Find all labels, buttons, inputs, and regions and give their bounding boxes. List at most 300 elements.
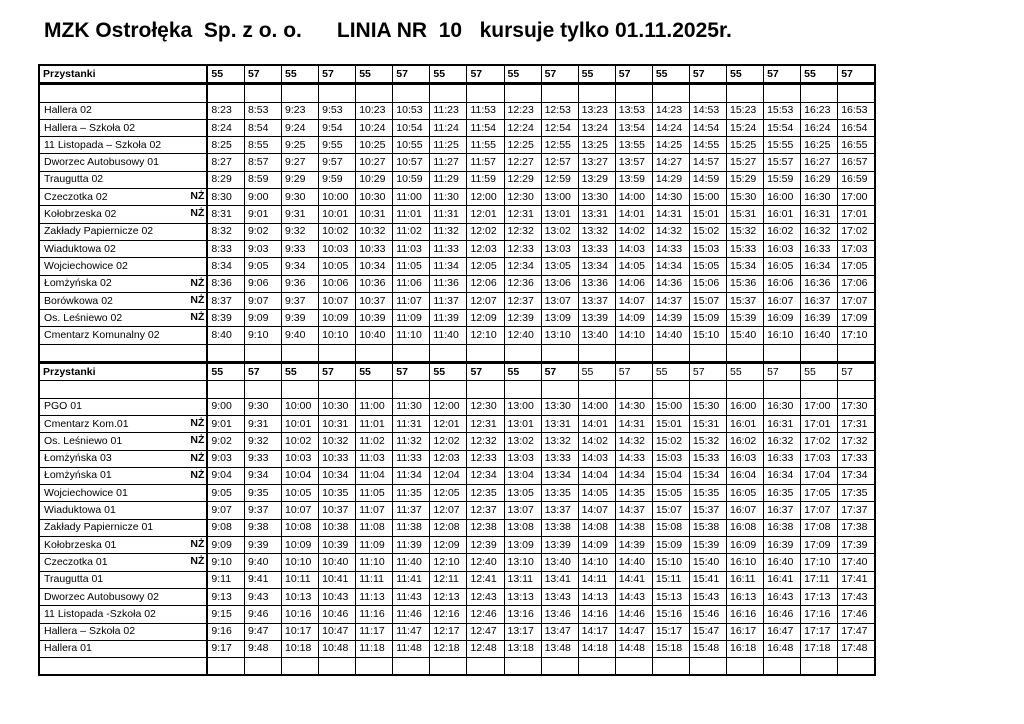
departure-time: 16:25 xyxy=(801,137,838,154)
stop-name: Cmentarz Kom.01 xyxy=(44,417,129,430)
departure-time: 13:01 xyxy=(541,206,578,223)
page-title: MZK Ostrołęka Sp. z o. o. LINIA NR 10 kursuje tylko 01.11.2025r. xyxy=(44,19,732,42)
departure-time: 10:13 xyxy=(282,588,319,605)
departure-time: 17:09 xyxy=(801,537,838,554)
departure-time: 12:07 xyxy=(430,502,467,519)
line-code-header: 57 xyxy=(393,65,430,84)
line-code-header: 55 xyxy=(801,65,838,84)
departure-time: 15:34 xyxy=(689,467,726,484)
blank-cell xyxy=(615,84,652,102)
departure-time: 10:01 xyxy=(319,206,356,223)
departure-time: 12:31 xyxy=(467,415,504,432)
departure-time: 16:55 xyxy=(838,137,875,154)
departure-time: 16:33 xyxy=(764,450,801,467)
stop-name: 11 Listopada – Szkoła 02 xyxy=(44,138,162,151)
departure-time: 14:07 xyxy=(615,292,652,309)
departure-time: 8:37 xyxy=(207,292,244,309)
departure-time: 10:02 xyxy=(319,223,356,240)
departure-time: 17:03 xyxy=(801,450,838,467)
table-row xyxy=(39,537,875,554)
departure-time: 11:06 xyxy=(393,275,430,292)
departure-time: 17:08 xyxy=(801,519,838,536)
departure-time: 11:30 xyxy=(393,398,430,415)
departure-time: 13:41 xyxy=(541,571,578,588)
departure-time: 9:33 xyxy=(282,240,319,257)
departure-time: 13:53 xyxy=(615,102,652,119)
departure-time: 9:02 xyxy=(244,223,281,240)
departure-time: 10:31 xyxy=(356,206,393,223)
departure-time: 9:59 xyxy=(319,171,356,188)
departure-time: 16:48 xyxy=(764,640,801,657)
departure-time: 10:01 xyxy=(282,415,319,432)
stop-name: Hallera 01 xyxy=(44,642,92,655)
departure-time: 12:02 xyxy=(430,433,467,450)
departure-time: 16:40 xyxy=(801,327,838,344)
departure-time: 16:18 xyxy=(726,640,763,657)
blank-cell xyxy=(430,84,467,102)
departure-time: 15:59 xyxy=(764,171,801,188)
departure-time: 16:27 xyxy=(801,154,838,171)
departure-time: 11:46 xyxy=(393,606,430,623)
departure-time: 10:34 xyxy=(319,467,356,484)
departure-time: 9:07 xyxy=(244,292,281,309)
departure-time: 9:33 xyxy=(244,450,281,467)
departure-time: 9:03 xyxy=(207,450,244,467)
departure-time: 10:25 xyxy=(356,137,393,154)
departure-time: 17:05 xyxy=(838,258,875,275)
line-code-header: 55 xyxy=(356,363,393,381)
departure-time: 12:03 xyxy=(467,240,504,257)
blank-cell xyxy=(652,84,689,102)
stop-name: Os. Leśniewo 01 xyxy=(44,434,123,447)
blank-row xyxy=(39,381,875,398)
departure-time: 12:06 xyxy=(467,275,504,292)
departure-time: 11:09 xyxy=(393,310,430,327)
departure-time: 11:07 xyxy=(356,502,393,519)
blank-cell xyxy=(504,658,541,676)
departure-time: 10:23 xyxy=(356,102,393,119)
stop-name-cell xyxy=(39,502,207,519)
blank-cell xyxy=(282,658,319,676)
departure-time: 13:46 xyxy=(541,606,578,623)
departure-time: 17:46 xyxy=(838,606,875,623)
departure-time: 13:38 xyxy=(541,519,578,536)
departure-time: 11:38 xyxy=(393,519,430,536)
departure-time: 9:27 xyxy=(282,154,319,171)
blank-cell xyxy=(764,658,801,676)
departure-time: 14:36 xyxy=(652,275,689,292)
departure-time: 10:38 xyxy=(319,519,356,536)
departure-time: 12:36 xyxy=(504,275,541,292)
departure-time: 12:10 xyxy=(467,327,504,344)
departure-time: 15:00 xyxy=(689,189,726,206)
departure-time: 16:02 xyxy=(764,223,801,240)
departure-time: 10:46 xyxy=(319,606,356,623)
departure-time: 10:10 xyxy=(282,554,319,571)
departure-time: 13:47 xyxy=(541,623,578,640)
departure-time: 14:37 xyxy=(615,502,652,519)
departure-time: 13:33 xyxy=(541,450,578,467)
departure-time: 13:40 xyxy=(578,327,615,344)
line-code-header: 57 xyxy=(615,363,652,381)
table-row xyxy=(39,485,875,502)
departure-time: 15:25 xyxy=(726,137,763,154)
blank-cell xyxy=(319,658,356,676)
stop-name-cell xyxy=(39,398,207,415)
departure-time: 12:37 xyxy=(467,502,504,519)
departure-time: 15:02 xyxy=(652,433,689,450)
departure-time: 16:17 xyxy=(726,623,763,640)
line-code-header: 55 xyxy=(430,363,467,381)
departure-time: 16:47 xyxy=(764,623,801,640)
departure-time: 16:05 xyxy=(764,258,801,275)
stop-name-cell xyxy=(39,119,207,136)
departure-time: 10:32 xyxy=(319,433,356,450)
departure-time: 14:09 xyxy=(615,310,652,327)
blank-cell xyxy=(838,84,875,102)
departure-time: 14:39 xyxy=(615,537,652,554)
departure-time: 10:48 xyxy=(319,640,356,657)
departure-time: 12:30 xyxy=(504,189,541,206)
departure-time: 10:03 xyxy=(282,450,319,467)
table-row xyxy=(39,450,875,467)
line-code-header: 55 xyxy=(282,363,319,381)
departure-time: 14:10 xyxy=(578,554,615,571)
stop-name: Czeczotka 02 xyxy=(44,190,108,203)
departure-time: 12:24 xyxy=(504,119,541,136)
departure-time: 15:35 xyxy=(689,485,726,502)
departure-time: 10:40 xyxy=(356,327,393,344)
blank-cell xyxy=(838,381,875,398)
departure-time: 11:05 xyxy=(356,485,393,502)
departure-time: 8:39 xyxy=(207,310,244,327)
blank-cell xyxy=(615,344,652,362)
departure-time: 16:04 xyxy=(726,467,763,484)
departure-time: 17:18 xyxy=(801,640,838,657)
blank-cell xyxy=(244,381,281,398)
departure-time: 12:40 xyxy=(467,554,504,571)
departure-time: 11:34 xyxy=(430,258,467,275)
line-code-header: 57 xyxy=(838,65,875,84)
departure-time: 17:30 xyxy=(838,398,875,415)
line-code-header: 55 xyxy=(504,363,541,381)
departure-time: 12:43 xyxy=(467,588,504,605)
departure-time: 14:43 xyxy=(615,588,652,605)
departure-time: 15:23 xyxy=(726,102,763,119)
departure-time: 14:35 xyxy=(615,485,652,502)
departure-time: 15:17 xyxy=(652,623,689,640)
line-code-header: 55 xyxy=(207,363,244,381)
departure-time: 8:54 xyxy=(244,119,281,136)
table-row xyxy=(39,433,875,450)
departure-time: 12:03 xyxy=(430,450,467,467)
departure-time: 10:33 xyxy=(356,240,393,257)
departure-time: 12:02 xyxy=(467,223,504,240)
departure-time: 14:25 xyxy=(652,137,689,154)
departure-time: 15:47 xyxy=(689,623,726,640)
blank-cell xyxy=(319,344,356,362)
departure-time: 11:00 xyxy=(393,189,430,206)
blank-row xyxy=(39,344,875,362)
departure-time: 15:30 xyxy=(689,398,726,415)
table-row xyxy=(39,640,875,657)
departure-time: 12:33 xyxy=(504,240,541,257)
departure-time: 9:35 xyxy=(244,485,281,502)
departure-time: 12:04 xyxy=(430,467,467,484)
departure-time: 10:35 xyxy=(319,485,356,502)
departure-time: 12:16 xyxy=(430,606,467,623)
departure-time: 14:13 xyxy=(578,588,615,605)
blank-cell xyxy=(504,344,541,362)
departure-time: 12:17 xyxy=(430,623,467,640)
stop-name: Zakłady Papiernicze 01 xyxy=(44,521,154,534)
departure-time: 16:37 xyxy=(764,502,801,519)
departure-time: 9:17 xyxy=(207,640,244,657)
line-code-header: 57 xyxy=(319,65,356,84)
departure-time: 12:34 xyxy=(504,258,541,275)
departure-time: 9:05 xyxy=(244,258,281,275)
departure-time: 9:25 xyxy=(282,137,319,154)
departure-time: 9:01 xyxy=(207,415,244,432)
blank-row xyxy=(39,658,875,676)
departure-time: 10:39 xyxy=(356,310,393,327)
departure-time: 17:38 xyxy=(838,519,875,536)
departure-time: 11:02 xyxy=(356,433,393,450)
departure-time: 10:36 xyxy=(356,275,393,292)
departure-time: 12:35 xyxy=(467,485,504,502)
departure-time: 14:01 xyxy=(578,415,615,432)
table-row xyxy=(39,519,875,536)
departure-time: 11:43 xyxy=(393,588,430,605)
departure-time: 10:37 xyxy=(356,292,393,309)
header-row xyxy=(39,65,875,84)
departure-time: 9:00 xyxy=(207,398,244,415)
stop-name: Wojciechowice 02 xyxy=(44,259,128,272)
departure-time: 12:34 xyxy=(467,467,504,484)
line-code-header: 55 xyxy=(504,65,541,84)
departure-time: 16:13 xyxy=(726,588,763,605)
stop-name-cell xyxy=(39,554,207,571)
departure-time: 13:10 xyxy=(541,327,578,344)
departure-time: 16:32 xyxy=(801,223,838,240)
departure-time: 12:31 xyxy=(504,206,541,223)
departure-time: 13:29 xyxy=(578,171,615,188)
departure-time: 15:16 xyxy=(652,606,689,623)
departure-time: 10:40 xyxy=(319,554,356,571)
departure-time: 16:46 xyxy=(764,606,801,623)
line-code-header: 57 xyxy=(689,65,726,84)
departure-time: 13:34 xyxy=(578,258,615,275)
departure-time: 13:24 xyxy=(578,119,615,136)
blank-cell xyxy=(393,344,430,362)
line-code-header: 55 xyxy=(282,65,319,84)
departure-time: 17:16 xyxy=(801,606,838,623)
departure-time: 16:54 xyxy=(838,119,875,136)
departure-time: 10:43 xyxy=(319,588,356,605)
departure-time: 15:48 xyxy=(689,640,726,657)
stop-name-cell xyxy=(39,433,207,450)
table-row xyxy=(39,571,875,588)
departure-time: 17:17 xyxy=(801,623,838,640)
departure-time: 9:55 xyxy=(319,137,356,154)
departure-time: 14:11 xyxy=(578,571,615,588)
blank-cell xyxy=(801,84,838,102)
departure-time: 9:47 xyxy=(244,623,281,640)
departure-time: 12:01 xyxy=(467,206,504,223)
blank-cell xyxy=(838,658,875,676)
departure-time: 16:03 xyxy=(726,450,763,467)
table-row xyxy=(39,554,875,571)
departure-time: 13:35 xyxy=(541,485,578,502)
table-row xyxy=(39,275,875,292)
on-request-marker: NŻ xyxy=(190,207,205,220)
departure-time: 9:03 xyxy=(244,240,281,257)
departure-time: 11:34 xyxy=(393,467,430,484)
table-row xyxy=(39,102,875,119)
departure-time: 12:32 xyxy=(504,223,541,240)
departure-time: 11:39 xyxy=(430,310,467,327)
departure-time: 12:41 xyxy=(467,571,504,588)
departure-time: 11:23 xyxy=(430,102,467,119)
departure-time: 17:07 xyxy=(838,292,875,309)
departure-time: 11:40 xyxy=(393,554,430,571)
departure-time: 14:40 xyxy=(652,327,689,344)
departure-time: 17:31 xyxy=(838,415,875,432)
stop-name-cell xyxy=(39,102,207,119)
departure-time: 10:54 xyxy=(393,119,430,136)
stop-name-cell xyxy=(39,292,207,309)
departure-time: 17:04 xyxy=(801,467,838,484)
departure-time: 11:25 xyxy=(430,137,467,154)
departure-time: 13:48 xyxy=(541,640,578,657)
table-row xyxy=(39,502,875,519)
departure-time: 13:09 xyxy=(504,537,541,554)
departure-time: 10:32 xyxy=(356,223,393,240)
departure-time: 14:57 xyxy=(689,154,726,171)
departure-time: 15:07 xyxy=(652,502,689,519)
departure-time: 16:05 xyxy=(726,485,763,502)
stop-name-cell xyxy=(39,206,207,223)
departure-time: 11:30 xyxy=(430,189,467,206)
blank-cell xyxy=(393,84,430,102)
departure-time: 13:03 xyxy=(541,240,578,257)
stop-name: Os. Leśniewo 02 xyxy=(44,311,123,324)
blank-cell xyxy=(244,344,281,362)
blank-cell xyxy=(726,344,763,362)
stop-name: Cmentarz Komunalny 02 xyxy=(44,329,160,342)
departure-time: 14:33 xyxy=(652,240,689,257)
departure-time: 16:59 xyxy=(838,171,875,188)
departure-time: 13:06 xyxy=(541,275,578,292)
blank-cell xyxy=(689,84,726,102)
departure-time: 13:05 xyxy=(504,485,541,502)
departure-time: 9:11 xyxy=(207,571,244,588)
stop-name-cell xyxy=(39,258,207,275)
line-code-header: 55 xyxy=(726,363,763,381)
departure-time: 15:31 xyxy=(689,415,726,432)
blank-cell xyxy=(578,344,615,362)
departure-time: 12:33 xyxy=(467,450,504,467)
departure-time: 15:57 xyxy=(764,154,801,171)
line-code-header: 55 xyxy=(430,65,467,84)
stop-name: Dworzec Autobusowy 01 xyxy=(44,156,159,169)
departure-time: 16:30 xyxy=(801,189,838,206)
line-code-header: 57 xyxy=(689,363,726,381)
departure-time: 11:27 xyxy=(430,154,467,171)
departure-time: 14:02 xyxy=(578,433,615,450)
departure-time: 9:40 xyxy=(244,554,281,571)
departure-time: 12:25 xyxy=(504,137,541,154)
departure-time: 16:01 xyxy=(764,206,801,223)
table-row xyxy=(39,137,875,154)
departure-time: 15:24 xyxy=(726,119,763,136)
stop-name: Wiaduktowa 02 xyxy=(44,242,116,255)
departure-time: 15:10 xyxy=(652,554,689,571)
departure-time: 14:01 xyxy=(615,206,652,223)
stop-name-cell xyxy=(39,275,207,292)
departure-time: 9:09 xyxy=(244,310,281,327)
departure-time: 8:32 xyxy=(207,223,244,240)
departure-time: 11:00 xyxy=(356,398,393,415)
departure-time: 15:09 xyxy=(689,310,726,327)
departure-time: 8:27 xyxy=(207,154,244,171)
departure-time: 12:01 xyxy=(430,415,467,432)
departure-time: 9:16 xyxy=(207,623,244,640)
line-code-header: 57 xyxy=(319,363,356,381)
departure-time: 14:38 xyxy=(615,519,652,536)
departure-time: 12:07 xyxy=(467,292,504,309)
table-row xyxy=(39,206,875,223)
departure-time: 10:05 xyxy=(282,485,319,502)
blank-cell xyxy=(467,381,504,398)
departure-time: 17:43 xyxy=(838,588,875,605)
departure-time: 15:13 xyxy=(652,588,689,605)
departure-time: 10:00 xyxy=(319,189,356,206)
line-code-header: 55 xyxy=(356,65,393,84)
departure-time: 12:53 xyxy=(541,102,578,119)
stop-name: Wojciechowice 01 xyxy=(44,486,128,499)
departure-time: 8:29 xyxy=(207,171,244,188)
stop-name-cell xyxy=(39,571,207,588)
departure-time: 14:37 xyxy=(652,292,689,309)
departure-time: 10:29 xyxy=(356,171,393,188)
departure-time: 9:31 xyxy=(282,206,319,223)
departure-time: 13:11 xyxy=(504,571,541,588)
departure-time: 17:41 xyxy=(838,571,875,588)
stop-name: Traugutta 01 xyxy=(44,573,104,586)
departure-time: 14:31 xyxy=(615,415,652,432)
departure-time: 14:48 xyxy=(615,640,652,657)
departure-time: 11:53 xyxy=(467,102,504,119)
departure-time: 15:39 xyxy=(689,537,726,554)
departure-time: 10:10 xyxy=(319,327,356,344)
departure-time: 16:35 xyxy=(764,485,801,502)
departure-time: 10:06 xyxy=(319,275,356,292)
departure-time: 14:59 xyxy=(689,171,726,188)
departure-time: 15:03 xyxy=(652,450,689,467)
line-code-header: 57 xyxy=(467,65,504,84)
departure-time: 17:02 xyxy=(801,433,838,450)
departure-time: 9:04 xyxy=(207,467,244,484)
stop-name: Kołobrzeska 01 xyxy=(44,538,117,551)
departure-time: 9:06 xyxy=(244,275,281,292)
departure-time: 10:02 xyxy=(282,433,319,450)
departure-time: 16:31 xyxy=(801,206,838,223)
departure-time: 16:30 xyxy=(764,398,801,415)
departure-time: 15:06 xyxy=(689,275,726,292)
departure-time: 14:07 xyxy=(578,502,615,519)
departure-time: 12:38 xyxy=(467,519,504,536)
